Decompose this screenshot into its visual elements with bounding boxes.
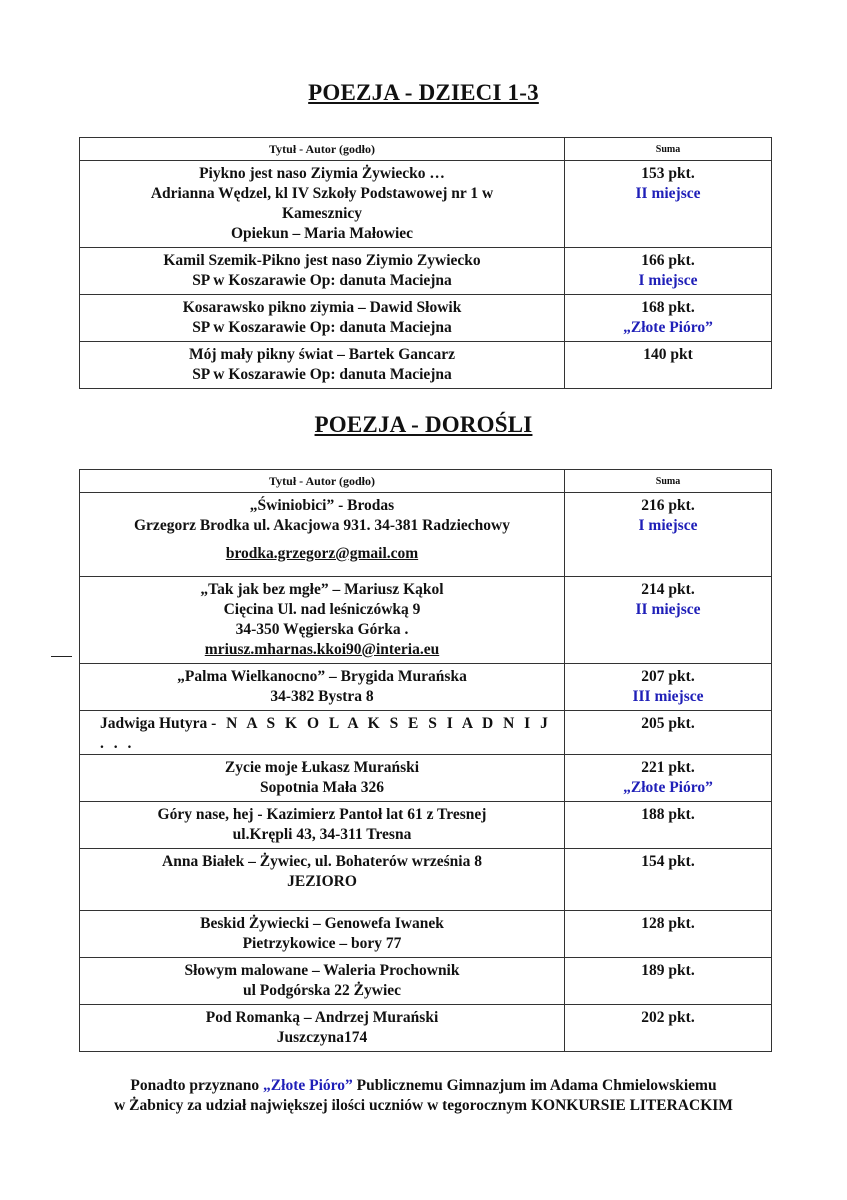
entry-line: Kamesznicy [281, 205, 363, 222]
points: 140 pkt [643, 346, 693, 363]
place-award: „Złote Pióro” [623, 779, 713, 796]
table-row [80, 1005, 772, 1052]
entry-line: SP w Koszarawie Op: danuta Maciejna [192, 272, 452, 289]
entry-line: Pod Romanką – Andrzej Murański [205, 1009, 439, 1026]
table-row [80, 248, 772, 295]
entry-line: Anna Białek – Żywiec, ul. Bohaterów września 8 [162, 853, 482, 870]
header-title-author: Tytuł - Autor (godło) [80, 138, 565, 161]
entry-line: Góry nase, hej - Kazimierz Pantoł lat 61 z Tresnej [157, 806, 487, 823]
points: 205 pkt. [641, 715, 695, 732]
header-title-author: Tytuł - Autor (godło) [80, 470, 565, 493]
score-cell [565, 493, 772, 577]
entry-cell [80, 958, 565, 1005]
table-row [80, 342, 772, 389]
entry-cell [80, 664, 565, 711]
entry-title: - N A S K O L A K S E S I A D N I J . . . [100, 715, 551, 752]
entry-line: JEZIORO [287, 873, 357, 890]
section-title-children: POEZJA - DZIECI 1-3 [308, 80, 539, 105]
table-row [80, 493, 772, 577]
table-row [80, 664, 772, 711]
entry-line: Juszczyna174 [276, 1029, 368, 1046]
entry-line: Zycie moje Łukasz Murański [224, 759, 420, 776]
entry-cell [80, 248, 565, 295]
footer-text-line2: w Żabnicy za udział największej ilości uczniów w tegorocznym KONKURSIE LITERACKIM [114, 1097, 733, 1114]
place-award: II miejsce [635, 601, 701, 618]
entry-line: Adrianna Wędzel, kl IV Szkoły Podstawowej nr 1 w [150, 185, 494, 202]
entry-line: „Świniobici” - Brodas [249, 497, 395, 514]
entry-cell [80, 1005, 565, 1052]
table-row [80, 802, 772, 849]
entry-cell [80, 755, 565, 802]
points: 202 pkt. [641, 1009, 695, 1026]
points: 128 pkt. [641, 915, 695, 932]
table-row [80, 849, 772, 911]
score-cell [565, 1005, 772, 1052]
score-cell [565, 664, 772, 711]
points: 221 pkt. [641, 759, 695, 776]
entry-line: Beskid Żywiecki – Genowefa Iwanek [200, 915, 444, 932]
points: 188 pkt. [641, 806, 695, 823]
entry-line: „Tak jak bez mgłe” – Mariusz Kąkol [200, 581, 444, 598]
entry-line: SP w Koszarawie Op: danuta Maciejna [192, 319, 452, 336]
entry-line: Sopotnia Mała 326 [259, 779, 384, 796]
points: 168 pkt. [641, 299, 695, 316]
score-cell [565, 248, 772, 295]
header-sum: Suma [565, 470, 772, 493]
score-cell [565, 849, 772, 911]
points: 154 pkt. [641, 853, 695, 870]
entry-line: Kosarawsko pikno ziymia – Dawid Słowik [182, 299, 462, 316]
footer-text: Publicznemu Gimnazjum im Adama Chmielowskiemu [352, 1077, 717, 1094]
points: 189 pkt. [641, 962, 695, 979]
score-cell [565, 161, 772, 248]
entry-line: 34-382 Bystra 8 [270, 688, 374, 705]
entry-cell [80, 493, 565, 577]
points: 166 pkt. [641, 252, 695, 269]
email-link[interactable]: brodka.grzegorz@gmail.com [225, 545, 419, 562]
table-row [80, 755, 772, 802]
entry-line: ul Podgórska 22 Żywiec [242, 982, 402, 999]
entry-line: SP w Koszarawie Op: danuta Maciejna [192, 366, 452, 383]
entry-cell [80, 849, 565, 911]
entry-line: „Palma Wielkanocno” – Brygida Murańska [177, 668, 467, 685]
entry-cell [80, 802, 565, 849]
entry-cell [80, 911, 565, 958]
results-table-children [79, 137, 772, 389]
entry-line: Opiekun – Maria Małowiec [230, 225, 414, 242]
footer-award: „Złote Pióro” [263, 1077, 353, 1094]
entry-cell [80, 342, 565, 389]
email-link[interactable]: mriusz.mharnas.kkoi90@interia.eu [204, 641, 440, 658]
table-row [80, 295, 772, 342]
entry-cell [80, 295, 565, 342]
score-cell [565, 755, 772, 802]
entry-cell [80, 577, 565, 664]
header-sum: Suma [565, 138, 772, 161]
score-cell [565, 295, 772, 342]
footer-note [0, 1076, 847, 1116]
margin-dash [51, 656, 72, 657]
footer-text: Ponadto przyznano [130, 1077, 264, 1094]
entry-line: Piykno jest naso Ziymia Żywiecko … [199, 165, 445, 182]
score-cell [565, 911, 772, 958]
points: 216 pkt. [641, 497, 695, 514]
entry-line: ul.Krępli 43, 34-311 Tresna [232, 826, 412, 843]
entry-line: Mój mały pikny świat – Bartek Gancarz [188, 346, 456, 363]
table-row [80, 711, 772, 755]
score-cell [565, 342, 772, 389]
table-row [80, 958, 772, 1005]
table-header-row [80, 138, 772, 161]
entry-cell [80, 711, 565, 755]
table-row [80, 161, 772, 248]
place-award: „Złote Pióro” [623, 319, 713, 336]
entry-line: Pietrzykowice – bory 77 [242, 935, 402, 952]
place-award: III miejsce [632, 688, 704, 705]
points: 153 pkt. [641, 165, 695, 182]
results-table-adults [79, 469, 772, 1052]
table-row [80, 577, 772, 664]
score-cell [565, 802, 772, 849]
place-award: I miejsce [638, 517, 698, 534]
section-title-adults: POEZJA - DOROŚLI [314, 412, 533, 437]
points: 214 pkt. [641, 581, 695, 598]
entry-line: Słowym malowane – Waleria Prochownik [184, 962, 460, 979]
score-cell [565, 958, 772, 1005]
score-cell [565, 577, 772, 664]
table-row [80, 911, 772, 958]
entry-line: Grzegorz Brodka ul. Akacjowa 931. 34-381 Radziechowy [134, 517, 510, 534]
entry-line: 34-350 Węgierska Górka . [235, 621, 409, 638]
entry-author: Jadwiga Hutyra [100, 715, 212, 732]
points: 207 pkt. [641, 668, 695, 685]
place-award: I miejsce [638, 272, 698, 289]
entry-line: Kamil Szemik-Pikno jest naso Ziymio Zywiecko [163, 252, 481, 269]
table-header-row [80, 470, 772, 493]
entry-line: Cięcina Ul. nad leśniczówką 9 [223, 601, 421, 618]
score-cell [565, 711, 772, 755]
place-award: II miejsce [635, 185, 701, 202]
entry-cell [80, 161, 565, 248]
